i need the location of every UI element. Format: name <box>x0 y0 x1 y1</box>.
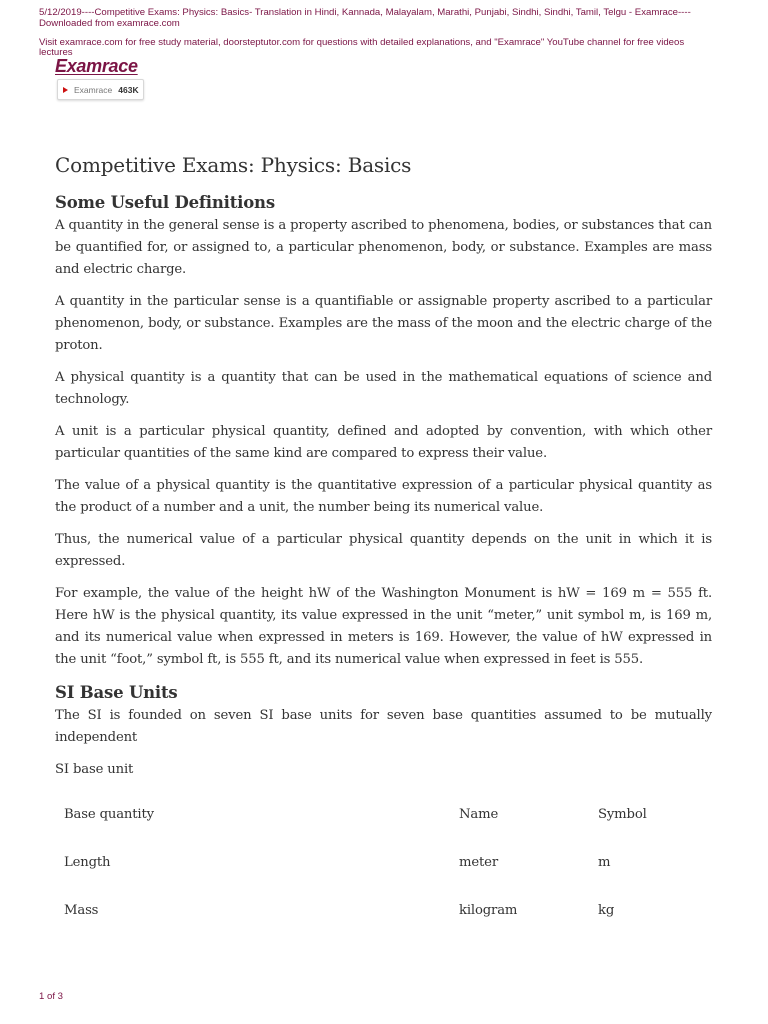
table-caption: SI base unit <box>55 762 134 777</box>
page-title: Competitive Exams: Physics: Basics <box>55 153 412 177</box>
youtube-subscribe-widget[interactable] <box>57 79 144 100</box>
paragraph: A quantity in the general sense is a property ascribed to phenomena, bodies, or substances that can be quantified for, or assigned to, a particular phenomenon, body, or substance. Examples are mass and electric charge. <box>55 218 712 277</box>
article-body <box>55 191 712 939</box>
section-heading-si-base-units: SI Base Units <box>55 683 178 702</box>
table-header-row <box>55 795 712 843</box>
section-heading-definitions: Some Useful Definitions <box>55 193 275 212</box>
table-cell: Length <box>64 855 111 870</box>
subscriber-count: 463K <box>118 84 139 95</box>
table-header-cell: Name <box>459 807 499 822</box>
play-icon <box>63 87 68 93</box>
table-row <box>55 843 712 891</box>
paragraph: Thus, the numerical value of a particular physical quantity depends on the unit in which it is expressed. <box>55 532 712 569</box>
paragraph: A quantity in the particular sense is a quantifiable or assignable property ascribed to a particular phenomenon, body, or substance. Examples are the mass of the moon and the electric charge of the proton. <box>55 294 712 353</box>
examrace-logo[interactable]: Examrace <box>55 56 138 76</box>
table-cell: kg <box>598 903 615 918</box>
table-cell: kilogram <box>459 903 518 918</box>
table-cell: meter <box>459 855 498 870</box>
table-header-cell: Base quantity <box>64 807 154 822</box>
table-cell: Mass <box>64 903 99 918</box>
youtube-channel-name: Examrace <box>74 84 113 95</box>
print-header: 5/12/2019----Competitive Exams: Physics: Basics- Translation in Hindi, Kannada, Malayalam, Marathi, Punjabi, Sindhi, Sindhi, Tamil, Telgu - Examrace----Downloaded from examrace.com <box>39 7 691 29</box>
paragraph: The SI is founded on seven SI base units for seven base quantities assumed to be mutually independent <box>55 708 712 745</box>
page-number: 1 of 3 <box>39 991 64 1002</box>
paragraph: A unit is a particular physical quantity, defined and adopted by convention, with which other particular quantities of the same kind are compared to express their value. <box>55 424 712 461</box>
paragraph: For example, the value of the height hW of the Washington Monument is hW = 169 m = 555 ft. Here hW is the physical quantity, its value expressed in the unit “meter,” unit symbol m, is 169 m, and its numerical value when expressed in meters is 169. However, the value of hW expressed in the unit “foot,” symbol ft, is 555 ft, and its numerical value when expressed in feet is 555. <box>55 586 712 667</box>
paragraph: A physical quantity is a quantity that can be used in the mathematical equations of science and technology. <box>55 370 712 407</box>
paragraph: The value of a physical quantity is the quantitative expression of a particular physical quantity as the product of a number and a unit, the number being its numerical value. <box>55 478 712 515</box>
table-header-cell: Symbol <box>598 807 647 822</box>
table-row <box>55 891 712 939</box>
si-base-units-table <box>55 795 712 939</box>
table-cell: m <box>598 855 611 870</box>
print-notice[interactable]: Visit examrace.com for free study material, doorsteptutor.com for questions with detailed explanations, and "Examrace" YouTube channel for free videos lectures <box>39 37 685 58</box>
